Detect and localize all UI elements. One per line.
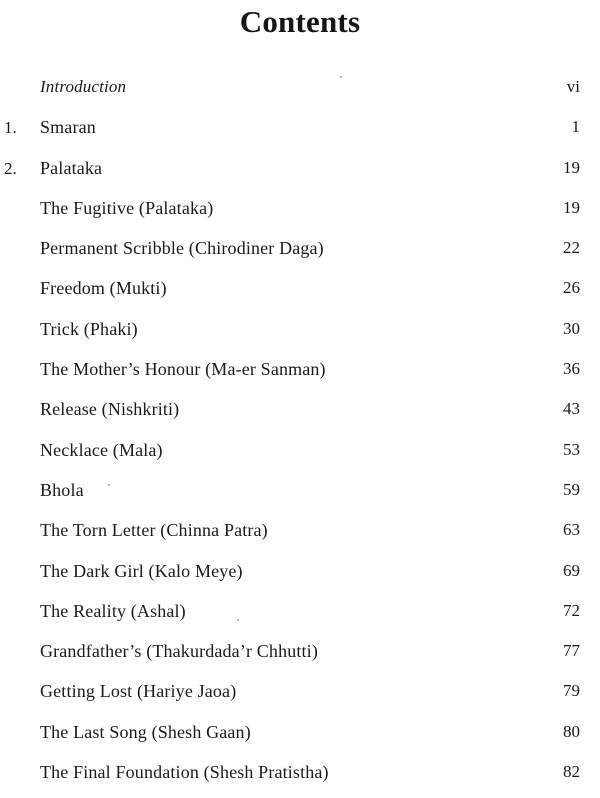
toc-entry — [0, 108, 600, 148]
entry-title: Trick (Phaki) — [40, 318, 138, 339]
page-number: 79 — [563, 681, 580, 701]
toc-entry — [0, 149, 600, 189]
entry-title: Smaran — [40, 117, 96, 138]
toc-entry — [0, 511, 600, 551]
page-number: 59 — [563, 479, 580, 499]
page-number: 53 — [563, 439, 580, 459]
toc-entry — [0, 552, 600, 592]
toc-entry — [0, 592, 600, 632]
page-number: 22 — [563, 238, 580, 258]
toc-entry — [0, 390, 600, 430]
page-number: 36 — [563, 359, 580, 379]
entry-title: Palataka — [40, 157, 103, 178]
chapter-number: 1. — [4, 118, 17, 138]
page-number: 82 — [563, 762, 580, 782]
toc-entry — [0, 189, 600, 229]
page-number: vi — [566, 77, 580, 96]
page-number: 80 — [563, 721, 580, 741]
entry-title: Bhola — [40, 479, 84, 500]
toc-entry — [0, 713, 600, 753]
table-of-contents — [0, 68, 600, 793]
page-number: 19 — [563, 157, 580, 177]
chapter-number: 2. — [4, 158, 17, 178]
entry-title: Introduction — [40, 77, 127, 96]
page-number: 1 — [571, 117, 580, 137]
entry-title: The Torn Letter (Chinna Patra) — [40, 520, 268, 541]
entry-title: The Fugitive (Palataka) — [40, 197, 214, 218]
toc-entry — [0, 310, 600, 350]
page-title: Contents — [239, 4, 361, 39]
page-number: 26 — [563, 278, 580, 298]
page-number: 72 — [563, 600, 580, 620]
entry-title: The Mother’s Honour (Ma-er Sanman) — [40, 359, 326, 380]
entry-title: Necklace (Mala) — [40, 439, 163, 460]
entry-title: The Dark Girl (Kalo Meye) — [40, 560, 243, 581]
page-number: 19 — [563, 197, 580, 217]
entry-title: Getting Lost (Hariye Jaoa) — [40, 681, 237, 702]
page-number: 77 — [563, 641, 580, 661]
page-number: 63 — [563, 520, 580, 540]
toc-entry — [0, 229, 600, 269]
entry-title: The Final Foundation (Shesh Pratistha) — [40, 762, 329, 783]
page-number: 30 — [563, 318, 580, 338]
entry-title: Freedom (Mukti) — [40, 278, 167, 299]
toc-entry — [0, 753, 600, 793]
entry-title: Permanent Scribble (Chirodiner Daga) — [40, 238, 324, 259]
toc-entry — [0, 269, 600, 309]
print-speck — [108, 484, 110, 486]
toc-entry — [0, 431, 600, 471]
entry-title: Release (Nishkriti) — [40, 399, 180, 420]
entry-title: Grandfather’s (Thakurdada’r Chhutti) — [40, 641, 318, 662]
toc-entry — [0, 350, 600, 390]
toc-entry — [0, 68, 600, 108]
page-number: 43 — [563, 399, 580, 419]
entry-title: The Last Song (Shesh Gaan) — [40, 721, 251, 742]
toc-entry — [0, 672, 600, 712]
print-speck — [237, 619, 239, 621]
entry-title: The Reality (Ashal) — [40, 600, 186, 621]
print-speck — [340, 76, 342, 78]
page-number: 69 — [563, 560, 580, 580]
toc-entry — [0, 471, 600, 511]
toc-entry — [0, 632, 600, 672]
